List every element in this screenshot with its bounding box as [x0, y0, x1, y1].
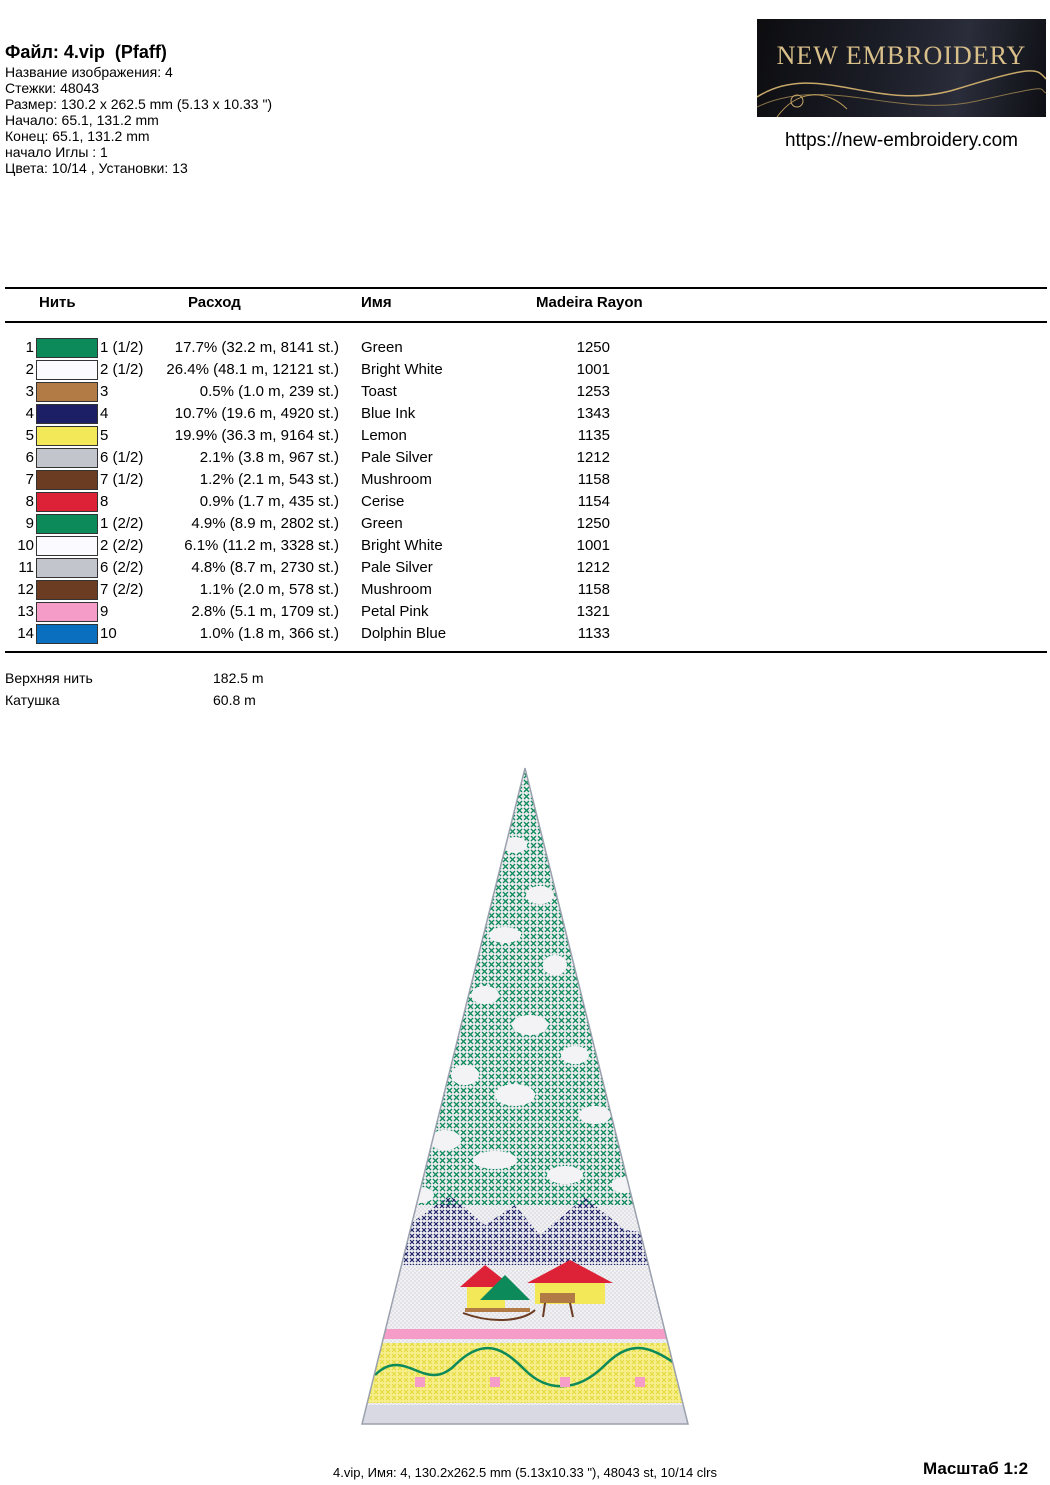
row-number: 14	[17, 625, 34, 642]
file-title: Файл: 4.vip (Pfaff)	[5, 42, 167, 62]
bobbin-label: Катушка	[5, 692, 60, 708]
row-number: 11	[18, 559, 34, 576]
table-row	[0, 469, 700, 491]
row-name: Pale Silver	[361, 559, 433, 576]
table-row	[0, 447, 700, 469]
row-usage: 26.4% (48.1 m, 12121 st.)	[166, 361, 339, 378]
logo-text: NEW EMBROIDERY	[776, 41, 1027, 70]
row-number: 10	[17, 537, 34, 554]
row-name: Bright White	[361, 361, 443, 378]
row-usage: 1.2% (2.1 m, 543 st.)	[199, 471, 339, 488]
scale-label: Масштаб 1:2	[923, 1459, 1029, 1478]
row-thread: 2 (1/2)	[100, 361, 144, 378]
row-code: 1343	[576, 405, 610, 422]
table-row	[0, 359, 700, 381]
brand-logo	[757, 19, 1046, 117]
color-swatch	[36, 470, 98, 490]
row-number: 6	[25, 449, 34, 466]
row-thread: 7 (1/2)	[100, 471, 144, 488]
row-code: 1133	[577, 625, 610, 642]
row-thread: 1 (1/2)	[100, 339, 144, 356]
meta-size: Размер: 130.2 x 262.5 mm (5.13 x 10.33 ")	[5, 96, 273, 112]
color-swatch	[36, 360, 98, 380]
color-swatch	[36, 426, 98, 446]
row-number: 1	[25, 339, 34, 356]
row-code: 1158	[577, 471, 610, 488]
row-usage: 0.5% (1.0 m, 239 st.)	[199, 383, 339, 400]
row-thread: 6 (1/2)	[100, 449, 144, 466]
row-usage: 2.1% (3.8 m, 967 st.)	[199, 449, 339, 466]
row-code: 1250	[576, 339, 610, 356]
table-row	[0, 337, 700, 359]
table-row	[0, 403, 700, 425]
col-header-name: Имя	[361, 294, 392, 311]
row-code: 1135	[577, 427, 610, 444]
col-header-brand: Madeira Rayon	[536, 294, 643, 311]
row-usage: 0.9% (1.7 m, 435 st.)	[199, 493, 339, 510]
color-swatch	[36, 602, 98, 622]
row-usage: 10.7% (19.6 m, 4920 st.)	[174, 405, 339, 422]
row-number: 4	[25, 405, 34, 422]
embroidery-preview	[355, 765, 695, 1430]
row-usage: 1.1% (2.0 m, 578 st.)	[199, 581, 339, 598]
row-thread: 3	[100, 383, 109, 400]
row-code: 1212	[576, 449, 610, 466]
row-name: Bright White	[361, 537, 443, 554]
row-name: Blue Ink	[361, 405, 416, 422]
meta-stitches: Стежки: 48043	[5, 80, 100, 96]
top-thread-value: 182.5 m	[213, 670, 264, 686]
row-thread: 10	[100, 625, 117, 642]
row-code: 1158	[577, 581, 610, 598]
row-code: 1321	[576, 603, 610, 620]
color-swatch	[36, 492, 98, 512]
row-usage: 1.0% (1.8 m, 366 st.)	[199, 625, 339, 642]
row-code: 1154	[577, 493, 610, 510]
table-row	[0, 491, 700, 513]
row-number: 12	[17, 581, 34, 598]
meta-end: Конец: 65.1, 131.2 mm	[5, 128, 150, 144]
col-header-thread: Нить	[39, 294, 76, 311]
row-code: 1001	[576, 361, 610, 378]
website-link[interactable]: https://new-embroidery.com	[784, 130, 1018, 151]
row-number: 8	[25, 493, 34, 510]
row-name: Pale Silver	[361, 449, 433, 466]
row-thread: 4	[100, 405, 109, 422]
row-name: Green	[361, 339, 403, 356]
row-name: Mushroom	[361, 471, 432, 488]
row-name: Dolphin Blue	[361, 625, 447, 642]
row-code: 1001	[576, 537, 610, 554]
table-row	[0, 381, 700, 403]
row-usage: 4.8% (8.7 m, 2730 st.)	[191, 559, 339, 576]
row-usage: 19.9% (36.3 m, 9164 st.)	[174, 427, 339, 444]
row-thread: 8	[100, 493, 109, 510]
meta-colors: Цвета: 10/14 , Установки: 13	[5, 160, 188, 176]
table-top-rule	[5, 287, 1047, 289]
color-swatch	[36, 514, 98, 534]
table-bottom-rule	[5, 651, 1047, 653]
row-name: Cerise	[361, 493, 405, 510]
row-thread: 6 (2/2)	[100, 559, 144, 576]
row-code: 1253	[576, 383, 610, 400]
row-usage: 6.1% (11.2 m, 3328 st.)	[184, 537, 339, 554]
table-header-rule	[5, 321, 1047, 323]
tree-fill	[355, 765, 695, 1430]
row-thread: 2 (2/2)	[100, 537, 144, 554]
meta-image-name: Название изображения: 4	[5, 64, 173, 80]
row-usage: 4.9% (8.9 m, 2802 st.)	[191, 515, 339, 532]
color-swatch	[36, 338, 98, 358]
bobbin-value: 60.8 m	[213, 692, 256, 708]
row-thread: 7 (2/2)	[100, 581, 144, 598]
row-code: 1250	[576, 515, 610, 532]
row-thread: 5	[100, 427, 109, 444]
color-swatch	[36, 536, 98, 556]
table-row	[0, 557, 700, 579]
row-usage: 2.8% (5.1 m, 1709 st.)	[191, 603, 339, 620]
row-name: Toast	[361, 383, 397, 400]
row-name: Lemon	[361, 427, 407, 444]
row-number: 5	[25, 427, 34, 444]
color-swatch	[36, 580, 98, 600]
top-thread-label: Верхняя нить	[5, 670, 93, 686]
row-thread: 9	[100, 603, 109, 620]
row-usage: 17.7% (32.2 m, 8141 st.)	[174, 339, 339, 356]
color-swatch	[36, 624, 98, 644]
row-thread: 1 (2/2)	[100, 515, 144, 532]
color-swatch	[36, 558, 98, 578]
row-number: 7	[25, 471, 34, 488]
meta-needle-start: начало Иглы : 1	[5, 144, 108, 160]
row-code: 1212	[576, 559, 610, 576]
table-row	[0, 513, 700, 535]
row-number: 2	[25, 361, 34, 378]
row-number: 3	[25, 383, 34, 400]
row-name: Petal Pink	[361, 603, 429, 620]
color-swatch	[36, 448, 98, 468]
footer-caption: 4.vip, Имя: 4, 130.2x262.5 mm (5.13x10.33 "), 48043 st, 10/14 clrs	[332, 1465, 718, 1480]
table-row	[0, 425, 700, 447]
row-name: Mushroom	[361, 581, 432, 598]
col-header-usage: Расход	[188, 294, 241, 311]
table-row	[0, 623, 700, 645]
row-name: Green	[361, 515, 403, 532]
color-swatch	[36, 404, 98, 424]
table-row	[0, 579, 700, 601]
row-number: 9	[25, 515, 34, 532]
table-row	[0, 535, 700, 557]
color-swatch	[36, 382, 98, 402]
row-number: 13	[17, 603, 34, 620]
table-row	[0, 601, 700, 623]
meta-start: Начало: 65.1, 131.2 mm	[5, 112, 159, 128]
